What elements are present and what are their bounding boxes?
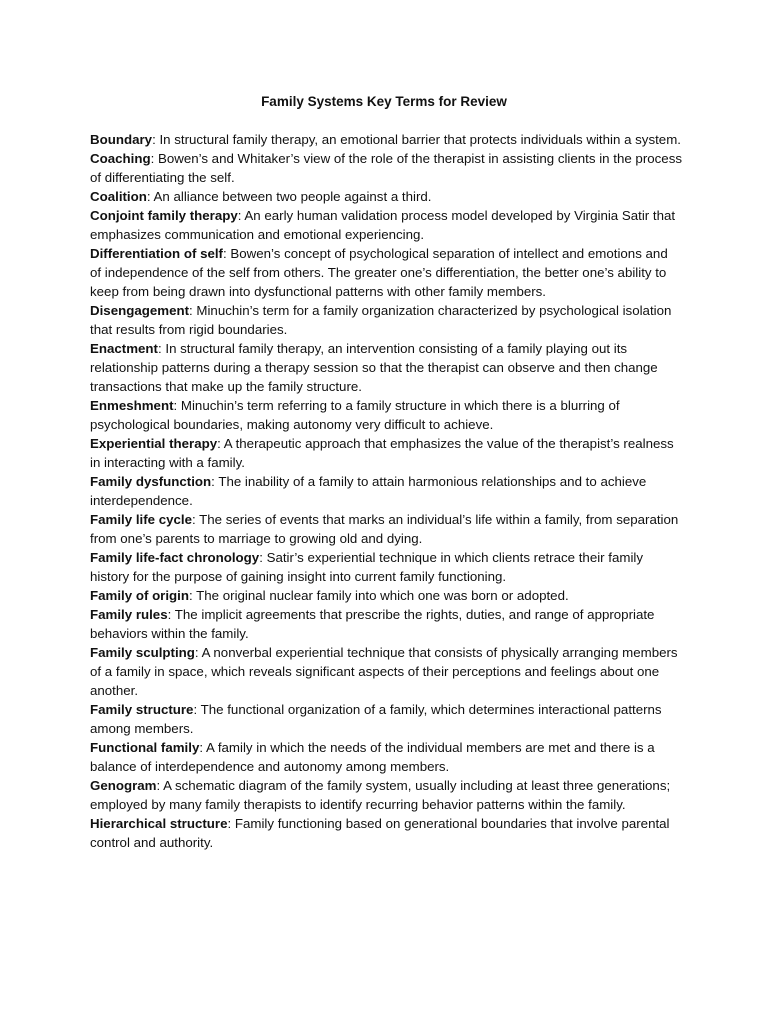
term-definition: : Minuchin’s term for a family organization characterized by psychological isolation that results from rigid boundaries. <box>90 303 672 337</box>
term-entry-enactment <box>90 339 682 396</box>
term-entry-boundary <box>90 130 682 149</box>
term-name: Family structure <box>90 702 194 717</box>
term-name: Family rules <box>90 607 168 622</box>
term-name: Boundary <box>90 132 153 147</box>
term-entry-functional-family <box>90 738 682 776</box>
term-entry-family-dysfunction <box>90 472 682 510</box>
term-definition: : A schematic diagram of the family system, usually including at least three generations; employed by many family therapists to identify recurring behavior patterns within the family. <box>90 778 671 812</box>
term-entry-family-of-origin <box>90 586 682 605</box>
term-entry-family-structure <box>90 700 682 738</box>
term-entry-family-rules <box>90 605 682 643</box>
term-definition: : Satir’s experiential technique in which clients retrace their family history for the purpose of gaining insight into current family functioning. <box>90 550 644 584</box>
term-entry-family-life-fact-chronology <box>90 548 682 586</box>
term-entry-conjoint-family-therapy <box>90 206 682 244</box>
term-definition: : Bowen’s concept of psychological separation of intellect and emotions and of independence of the self from others. The greater one’s differentiation, the better one’s ability to keep from being drawn into dysfunctional patterns with other family members. <box>90 246 668 299</box>
term-name: Enactment <box>90 341 158 356</box>
term-entry-coalition <box>90 187 682 206</box>
term-entry-experiential-therapy <box>90 434 682 472</box>
term-name: Family dysfunction <box>90 474 212 489</box>
term-name: Differentiation of self <box>90 246 223 261</box>
term-definition: : In structural family therapy, an emotional barrier that protects individuals within a system. <box>152 132 681 147</box>
term-definition: : An alliance between two people against a third. <box>146 189 432 204</box>
term-definition: : The implicit agreements that prescribe the rights, duties, and range of appropriate behaviors within the family. <box>90 607 655 641</box>
term-name: Coalition <box>90 189 147 204</box>
term-name: Functional family <box>90 740 200 755</box>
term-entry-enmeshment <box>90 396 682 434</box>
term-definition: : The inability of a family to attain harmonious relationships and to achieve interdependence. <box>90 474 647 508</box>
term-entry-genogram <box>90 776 682 814</box>
term-name: Coaching <box>90 151 151 166</box>
term-entry-coaching <box>90 149 682 187</box>
term-name: Experiential therapy <box>90 436 218 451</box>
term-definition: : A nonverbal experiential technique that consists of physically arranging members of a family in space, which reveals significant aspects of their perceptions and feelings about one another. <box>90 645 678 698</box>
term-definition: : A therapeutic approach that emphasizes the value of the therapist’s realness in interacting with a family. <box>90 436 674 470</box>
term-definition: : The series of events that marks an individual’s life within a family, from separation from one’s parents to marriage to growing old and dying. <box>90 512 679 546</box>
terms-list <box>90 130 682 852</box>
term-entry-hierarchical-structure <box>90 814 682 852</box>
term-name: Family of origin <box>90 588 189 603</box>
document-title: Family Systems Key Terms for Review <box>261 94 507 109</box>
term-name: Family life cycle <box>90 512 192 527</box>
term-definition: : The functional organization of a family, which determines interactional patterns among members. <box>90 702 662 736</box>
term-name: Conjoint family therapy <box>90 208 238 223</box>
term-entry-family-sculpting <box>90 643 682 700</box>
term-name: Genogram <box>90 778 157 793</box>
term-name: Hierarchical structure <box>90 816 228 831</box>
term-definition: : Family functioning based on generational boundaries that involve parental control and authority. <box>90 816 670 850</box>
term-definition: : In structural family therapy, an intervention consisting of a family playing out its relationship patterns during a therapy session so that the therapist can observe and then change transactions that make up the family structure. <box>90 341 658 394</box>
term-name: Family life-fact chronology <box>90 550 260 565</box>
term-entry-differentiation-of-self <box>90 244 682 301</box>
term-name: Disengagement <box>90 303 190 318</box>
term-name: Family sculpting <box>90 645 195 660</box>
term-definition: : An early human validation process model developed by Virginia Satir that emphasizes communication and emotional experiencing. <box>90 208 676 242</box>
term-definition: : A family in which the needs of the individual members are met and there is a balance of interdependence and autonomy among members. <box>90 740 655 774</box>
term-definition: : Minuchin’s term referring to a family structure in which there is a blurring of psychological boundaries, making autonomy very difficult to achieve. <box>90 398 620 432</box>
term-entry-disengagement <box>90 301 682 339</box>
term-definition: : The original nuclear family into which one was born or adopted. <box>189 588 569 603</box>
term-name: Enmeshment <box>90 398 174 413</box>
term-entry-family-life-cycle <box>90 510 682 548</box>
term-definition: : Bowen’s and Whitaker’s view of the role of the therapist in assisting clients in the process of differentiating the self. <box>90 151 682 185</box>
